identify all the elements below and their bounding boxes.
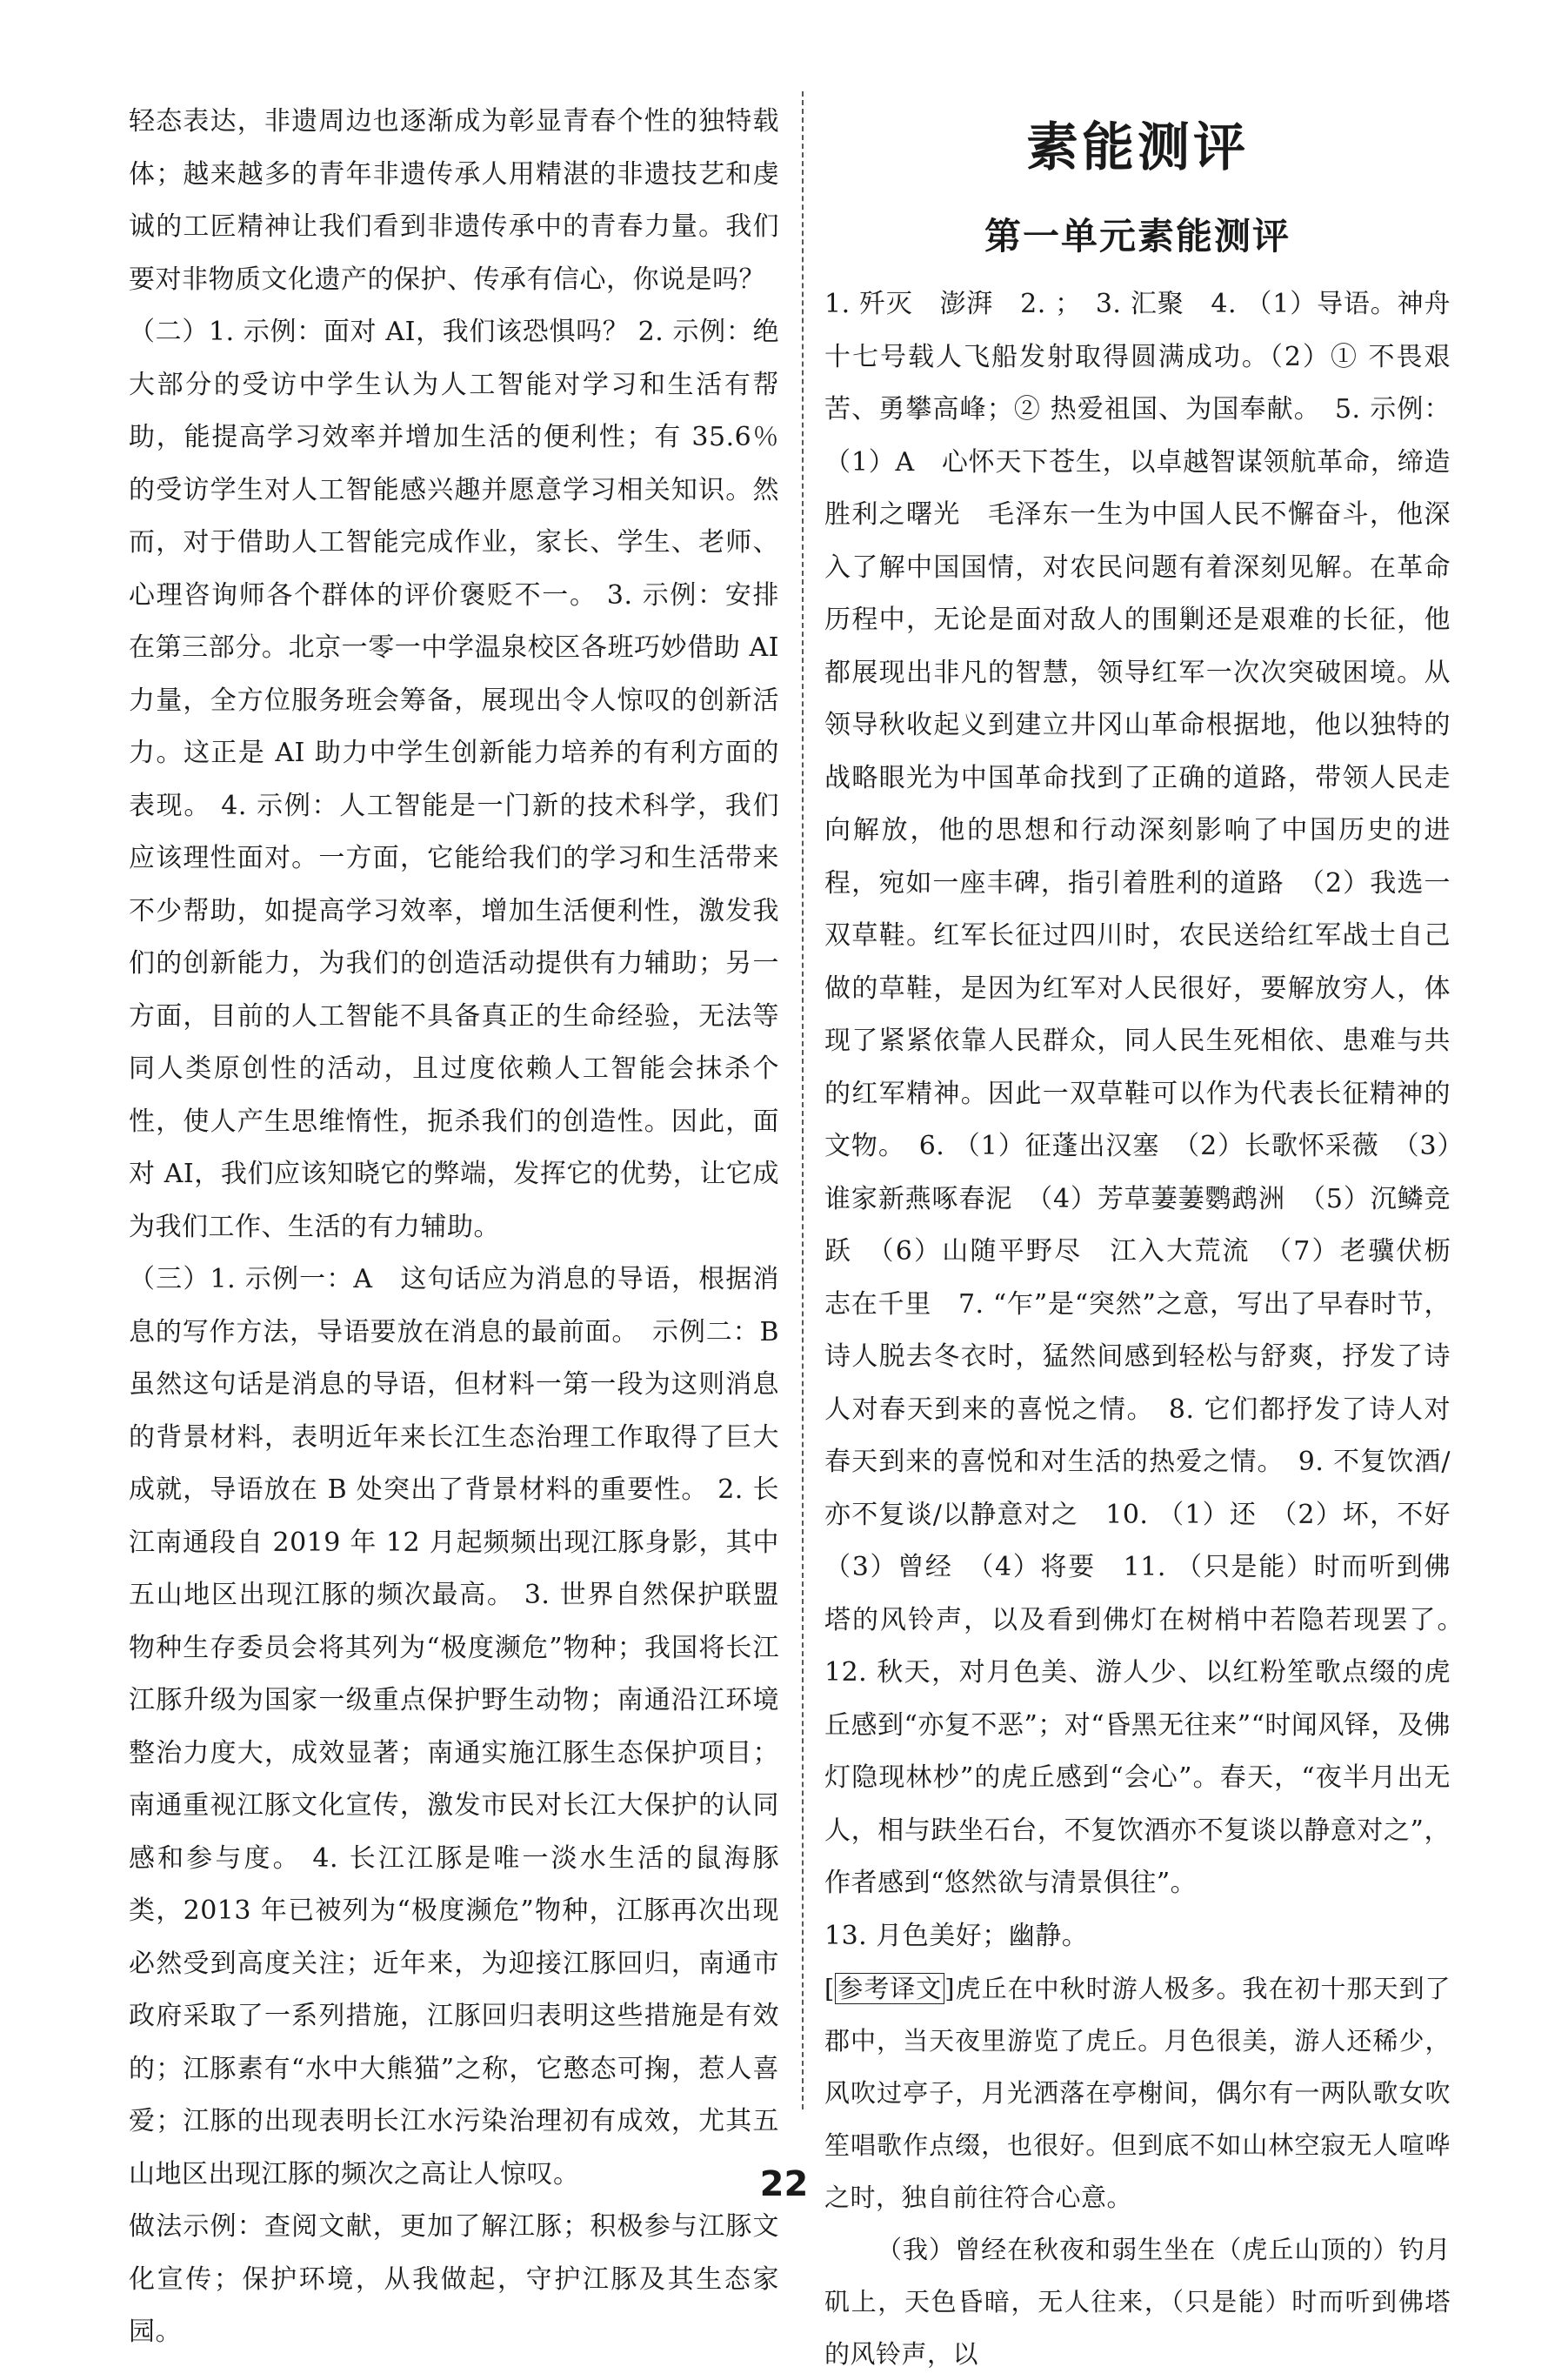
translation-text-1: 虎丘在中秋时游人极多。我在初十那天到了郡中，当天夜里游览了虎丘。月色很美，游人还稀少，风吹过亭子，月光洒落在亭榭间，偶尔有一两队歌女吹笙唱歌作点缀，也很好。但到底不如山林空寂无人喧哗之时，独自前往符合心意。 <box>824 1974 1451 2212</box>
paragraph-unit-answers: 1. 歼灭 澎湃 2. ； 3. 汇聚 4. （1）导语。神舟十七号载人飞船发射取得圆满成功。（2）① 不畏艰苦、勇攀高峰；② 热爱祖国、为国奉献。 5. 示例：（1）A 心怀天下苍生，以卓越智谋领航革命，缔造胜利之曙光 毛泽东一生为中国人民不懈奋斗，他深入了解中国国情，对农民问题有着深刻见解。在革命历程中，无论是面对敌人的围剿还是艰难的长征，他都展现出非凡的智慧，领导红军一次次突破困境。从领导秋收起义到建立井冈山革命根据地，他以独特的战略眼光为中国革命找到了正确的道路，带领人民走向解放，他的思想和行动深刻影响了中国历史的进程，宛如一座丰碑，指引着胜利的道路 （2）我选一双草鞋。红军长征过四川时，农民送给红军战士自己做的草鞋，是因为红军对人民很好，要解放穷人，体现了紧紧依靠人民群众，同人民生死相依、患难与共的红军精神。因此一双草鞋可以作为代表长征精神的文物。 6. （1）征蓬出汉塞 （2）长歌怀采薇 （3）谁家新燕啄春泥 （4）芳草萋萋鹦鹉洲 （5）沉鳞竞跃 （6）山随平野尽 江入大荒流 （7）老骥伏枥 志在千里 7. “乍”是“突然”之意，写出了早春时节，诗人脱去冬衣时，猛然间感到轻松与舒爽，抒发了诗人对春天到来的喜悦之情。 8. 它们都抒发了诗人对春天到来的喜悦和对生活的热爱之情。 9. 不复饮酒/亦不复谈/以静意对之 10. （1）还 （2）坏，不好 （3）曾经 （4）将要 11. （只是能）时而听到佛塔的风铃声，以及看到佛灯在树梢中若隐若现罢了。 12. 秋天，对月色美、游人少、以红粉笙歌点缀的虎丘感到“亦复不恶”；对“昏黑无往来”“时闻风铎，及佛灯隐现林杪”的虎丘感到“会心”。春天，“夜半月出无人，相与趺坐石台，不复饮酒亦不复谈以静意对之”，作者感到“悠然欲与清景俱往”。 <box>824 289 1478 1898</box>
page-number: 22 <box>759 2164 809 2204</box>
translation-label: 参考译文 <box>835 1973 944 2004</box>
section-title: 素能测评 <box>1026 117 1249 178</box>
paragraph-action-examples: 做法示例：查阅文献，更加了解江豚；积极参与江豚文化宣传；保护环境，从我做起，守护江豚及其生态家园。 <box>129 2211 779 2347</box>
unit-title: 第一单元素能测评 <box>984 215 1291 257</box>
paragraph-heritage-conclusion: 轻态表达，非遗周边也逐渐成为彰显青春个性的独特载体；越来越多的青年非遗传承人用精湛的非遗技艺和虔诚的工匠精神让我们看到非遗传承中的青春力量。我们要对非物质文化遗产的保护、传承有信心，你说是吗？ <box>129 106 779 295</box>
right-column <box>824 96 1478 2380</box>
translation-paragraph-1: [ 参考译文 ]虎丘在中秋时游人极多。我在初十那天到了郡中，当天夜里游览了虎丘。月色很美，游人还稀少，风吹过亭子，月光洒落在亭榭间，偶尔有一两队歌女吹笙唱歌作点缀，也很好。但到底不如山林空寂无人喧哗之时，独自前往符合心意。 <box>824 1974 1451 2212</box>
paragraph-section-two-ai: （二）1. 示例：面对 AI，我们该恐惧吗？ 2. 示例：绝大部分的受访中学生认为人工智能对学习和生活有帮助，能提高学习效率并增加生活的便利性；有 35.6％的受访学生对人工智能感兴趣并愿意学习相关知识。然而，对于借助人工智能完成作业，家长、学生、老师、心理咨询师各个群体的评价褒贬不一。 3. 示例：安排在第三部分。北京一零一中学温泉校区各班巧妙借助 AI 力量，全方位服务班会筹备，展现出令人惊叹的创新活力。这正是 AI 助力中学生创新能力培养的有利方面的表现。 4. 示例：人工智能是一门新的技术科学，我们应该理性面对。一方面，它能给我们的学习和生活带来不少帮助，如提高学习效率，增加生活便利性，激发我们的创新能力，为我们的创造活动提供有力辅助；另一方面，目前的人工智能不具备真正的生命经验，无法等同人类原创性的活动，且过度依赖人工智能会抹杀个性，使人产生思维惰性，扼杀我们的创造性。因此，面对 AI，我们应该知晓它的弊端，发挥它的优势，让它成为我们工作、生活的有力辅助。 <box>129 317 779 1242</box>
column-divider <box>802 91 804 2109</box>
paragraph-section-three-finless-porpoise: （三）1. 示例一：A 这句话应为消息的导语，根据消息的写作方法，导语要放在消息的最前面。 示例二：B 虽然这句话是消息的导语，但材料一第一段为这则消息的背景材料，表明近年来长江生态治理工作取得了巨大成就，导语放在 B 处突出了背景材料的重要性。 2. 长江南通段自 2019 年 12 月起频频出现江豚身影，其中五山地区出现江豚的频次最高。 3. 世界自然保护联盟物种生存委员会将其列为“极度濒危”物种；我国将长江江豚升级为国家一级重点保护野生动物；南通沿江环境整治力度大，成效显著；南通实施江豚生态保护项目；南通重视江豚文化宣传，激发市民对长江大保护的认同感和参与度。 4. 长江江豚是唯一淡水生活的鼠海豚类，2013 年已被列为“极度濒危”物种，江豚再次出现必然受到高度关注；近年来，为迎接江豚回归，南通市政府采取了一系列措施，江豚回归表明这些措施是有效的；江豚素有“水中大熊猫”之称，它憨态可掬，惹人喜爱；江豚的出现表明长江水污染治理初有成效，尤其五山地区出现江豚的频次之高让人惊叹。 <box>129 1264 806 2189</box>
translation-paragraph-2: （我）曾经在秋夜和弱生坐在（虎丘山顶的）钓月矶上，天色昏暗，无人往来，（只是能）时而听到佛塔的风铃声，以 <box>824 2235 1451 2369</box>
paragraph-question-13: 13. 月色美好；幽静。 <box>824 1920 1089 1951</box>
